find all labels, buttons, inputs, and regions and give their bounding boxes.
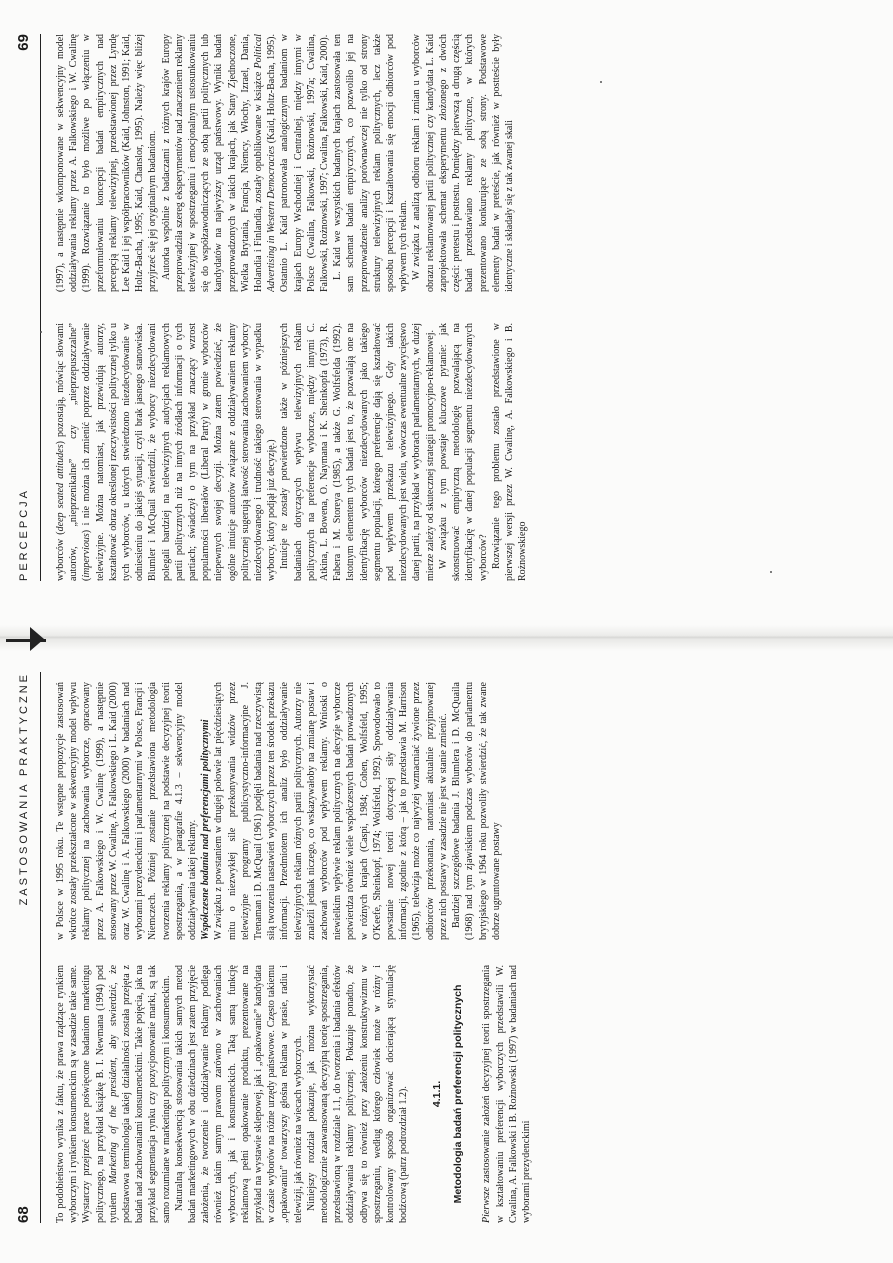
page-number: 69: [15, 34, 32, 51]
scan-speck: [770, 571, 772, 573]
paragraph: Bardziej szczegółowe badania J. Blumlera i D. McQuaila (1968) nad tym zjawiskiem podczas wyborów do parlamentu brytyjskiego w 1964 roku pozwoliły stwierdzić, że tak zwane dobrze ugruntowane postawy: [451, 682, 502, 940]
section-number: 4.1.1.: [431, 1080, 444, 1108]
paragraph: W związku z powstaniem w drugiej połowie lat pięćdziesiątych mitu o niezwykłej sile przekonywania widzów przez telewizyjne programy publicystyczno-informacyjne J. Trenaman i D. McQuail (1961) podjęli badania nad rzeczywistą siłą tworzenia nastawień wyborczych przez ten środek przekazu informacji. Przedmiotem ich analiz było oddziaływanie telewizyjnych reklam różnych partii politycznych. Autorzy nie znaleźli jednak niczego, co wskazywałoby na zmianę postaw i zachowań wyborców pod wpływem reklamy. Wnioski o niewielkim wpływie reklam politycznych na decyzje wyborcze potwierdza również wiele współczesnych badań prowadzonych w różnych krajach (Caspi, 1984; Cohen, Wolfsfeld, 1995; O'Keefe, Sheinkopf, 1974; Wolfsfeld, 1992). Spowodowało to powstanie nowej teorii dotyczącej siły oddziaływania informacji, zgodnie z którą – jak to przedstawia M. Harrison (1965), telewizja może co najwyżej wzmacniać żywione przez odbiorców przekonania, natomiast aktualnie przyjmowanej przez nich postawy w zasadzie nie jest w stanie zmienić.: [213, 682, 449, 940]
running-head: ZASTOSOWANIA PRAKTYCZNE: [18, 672, 30, 906]
paragraph: Pierwsze zastosowanie założeń decyzyjnej teorii spostrzegania w kształtowaniu preferencji wyborczych przedstawili W. Cwalina, A. Falkowski i B. Rożnowski (1997) w badaniach nad wyborami prezydenckimi: [481, 965, 533, 1223]
running-head: PERCEPCJA: [18, 487, 30, 581]
scan-speck: [40, 331, 42, 333]
paragraph: (1997), a następnie wkomponowane w sekwencyjny model oddziaływania reklamy przez A. Falkowskiego i W. Cwalinę (1999). Rozwiązanie to było możliwe po włączeniu w przeformułowaniu koncepcji badań empirycznych nad percepcją reklamy telewizyjnej, przedstawionej przez Lyndę Lee Kaid i jej współpracowników (Kaid, Johnston, 1991; Kaid, Holtz-Bacha, 1995; Kaid, Chanslor, 1995). Należy więc bliżej przyjrzeć się jej oryginalnym badaniom.: [55, 34, 159, 292]
paragraph: Naturalną konsekwencją stosowania takich samych metod badań marketingowych w obu dziedzinach jest zatem przyjęcie założenia, że tworzenie i oddziaływanie reklamy podlega również takim samym prawom zarówno w zachowaniach wyborczych, jak i konsumenckich. Taką samą funkcję reklamową pełni opakowanie produktu, prezentowane na przykład na wystawie sklepowej, jak i „opakowanie” kandydata w czasie wyborów na różne urzędy państwowe. Często takiemu „opakowaniu” towarzyszy głośna reklama w prasie, radiu i telewizji, jak również na wiecach wyborczych.: [173, 965, 304, 1223]
paragraph: W związku z analizą odbioru reklam i zmian u wyborców obrazu reklamowanej partii politycznej czy kandydata L. Kaid zaprojektowała schemat eksperymentu złożonego z dwóch części: pretestu i posttestu. Pomiędzy pierwszą a drugą częścią badań przedstawiano reklamy polityczne, w których prezentowano konkurujące ze sobą strony. Podstawowe elementy badań w preteście, jak również w postteście były identyczne i składały się z tak zwanej skali: [411, 34, 515, 292]
right-page-header: [12, 34, 41, 581]
section-title: Metodologia badań preferencji politycznych: [452, 984, 465, 1204]
right-page: [0, 0, 893, 631]
left-page: [0, 632, 893, 1263]
paragraph: Autorka wspólnie z badaczami z różnych krajów Europy przeprowadziła szereg eksperymentów nad znaczeniem reklamy telewizyjnej w spostrzeganiu i emocjonalnym ustosunkowaniu się do współzawodniczących ze sobą partii politycznych lub kandydatów na najwyższy urząd państwowy. Wyniki badań przeprowadzonych w takich krajach, jak Stany Zjednoczone, Wielka Brytania, Francja, Niemcy, Włochy, Izrael, Dania, Holandia i Finlandia, zostały opublikowane w książce Political Advertising in Western Democracies (Kaid, Holtz-Bacha, 1995). Ostatnio L. Kaid patronowała analogicznym badaniom w krajach Europy Wschodniej i Centralnej, między innymi w Polsce (Cwalina, Falkowski, Rożnowski, 1997a; Cwalina, Falkowski, Rożnowski, 1997; Cwalina, Falkowski, Kaid, 2000).: [160, 34, 331, 292]
paragraph: To podobieństwo wynika z faktu, że prawa rządzące rynkiem wyborczym i rynkiem konsumenckim są w zasadzie takie same. Wystarczy przejrzeć prace poświęcone badaniom marketingu politycznego, na przykład książkę B. I. Newmana (1994) pod tytułem Marketing of the president, aby stwierdzić, że podstawowa terminologia takiej działalności została przejęta z badań nad zachowaniami konsumenckimi. Takie pojęcia, jak na przykład segmentacja rynku czy pozycjonowanie marki, są tak samo rozumiane w marketingu politycznym i konsumenckim.: [55, 965, 172, 1223]
subsection-heading: Współczesne badania nad preferencjami politycznymi: [200, 719, 212, 940]
paragraph: w Polsce w 1995 roku. Te wstępne propozycje zastosowań wkrótce zostały przekształcone w sekwencyjny model wpływu reklamy politycznej na zachowania wyborcze, opracowany przez A. Falkowskiego i W. Cwalinę (1999), a następnie stosowany przez W. Cwalinę, A. Falkowskiego i L. Kaid (2000) oraz W. Cwalinę i A. Falkowskiego (2000) w badaniach nad wyborami prezydenckimi i parlamentarnymi w Polsce, Francji i Niemczech. Później zostanie przedstawiona metodologia tworzenia reklamy politycznej na podstawie decyzyjnej teorii spostrzegania, a w paragrafie 4.1.3 – sekwencyjny model oddziaływania takiej reklamy.: [55, 682, 199, 940]
book-title: Marketing of the president,: [107, 1057, 119, 1184]
page-number: 68: [15, 1206, 32, 1223]
scan-speck: [600, 81, 602, 83]
left-column-1: [54, 965, 884, 1223]
book-title: Political Advertising in Western Democracies: [253, 34, 278, 292]
section-heading: [430, 965, 466, 1223]
paragraph: wyborców (deep seated attitudes) pozostają, mówiąc słowami autorów, „nieprzenikalne” czy „nieprzepuszczalne” (impervious) i nie można ich zmienić poprzez oddziaływanie telewizyjne. Można natomiast, jak przewidują autorzy, kształtować obraz określonej rzeczywistości politycznej tylko u tych wyborców, u których stwierdzono niezdecydowanie w odniesieniu do jakiejś sytuacji, czyli brak jasnego stanowiska. Blumler i McQuail stwierdzili, że wyborcy niezdecydowani polegali bardziej na telewizyjnych audycjach reklamowych partii politycznych niż na innych źródłach informacji o tych partiach; świadczył o tym na przykład znaczący wzrost popularności liberałów (Liberal Party) w gronie wyborców niepewnych swojej decyzji. Można zatem powiedzieć, że ogólne intuicje autorów związane z oddziaływaniem reklamy politycznej sugerują łatwość sterowania zachowaniem wyborcy niezdecydowanego i trudność takiego sterowania w wypadku wyborcy, który podjął już decyzję.): [55, 323, 278, 581]
right-column-2: [54, 34, 884, 292]
paragraph: Niniejszy rozdział pokazuje, jak można wykorzystać metodologicznie zaawansowaną decyzyjną teorię spostrzegania, przedstawioną w rozdziale 1.1, do tworzenia i badania efektów oddziaływania reklamy politycznej. Pokazuje ponadto, że odbywa się to również przy założeniu konstruktywizmu w spostrzeganiu, według którego człowiek może w różny i kontrolowany sposób organizować docierającą stymulację bodźcową (patrz podrozdział 1.2).: [305, 965, 410, 1223]
paragraph: W związku z tym powstaje kluczowe pytanie: jak skonstruować empiryczną metodologię pozwalającą na identyfikację w danej populacji segmentu niezdecydowanych wyborców?: [437, 323, 489, 581]
paragraph: Intuicje te zostały potwierdzone także w późniejszych badaniach dotyczących wpływu telewizyjnych reklam politycznych na preferencje wyborcze, między innymi C. Atkina, L. Bowena, O. Naymana i K. Sheinkopfa (1973), R. Fabera i M. Storeya (1985), a także G. Wolfsfelda (1992). Istotnym elementem tych badań jest to, że pozwalają one na identyfikację wyborców niezdecydowanych jako takiego segmentu populacji, którego preferencje dają się kształtować pod wpływem przekazu telewizyjnego. Gdy takich niezdecydowanych jest wielu, wówczas ewentualne zwycięstwo danej partii, na przykład w wyborach parlamentarnych, w dużej mierze zależy od skutecznej strategii promocyjno-reklamowej.: [279, 323, 436, 581]
paragraph: L. Kaid we wszystkich badanych krajach zastosowała ten sam schemat badań empirycznych, co pozwoliło jej na przeprowadzenie analizy porównawczej nie tylko od strony struktury telewizyjnych reklam politycznych, lecz także sposobu percepcji i kształtowania się emocji odbiorców pod wpływem tych reklam.: [332, 34, 410, 292]
right-column-1: [54, 323, 884, 581]
paragraph: Rozwiązanie tego problemu zostało przedstawione w pierwszej wersji przez W. Cwalinę, A. Falkowskiego i B. Rożnowskiego: [490, 323, 529, 581]
left-page-header: [12, 672, 41, 1223]
left-column-2: [54, 682, 884, 940]
